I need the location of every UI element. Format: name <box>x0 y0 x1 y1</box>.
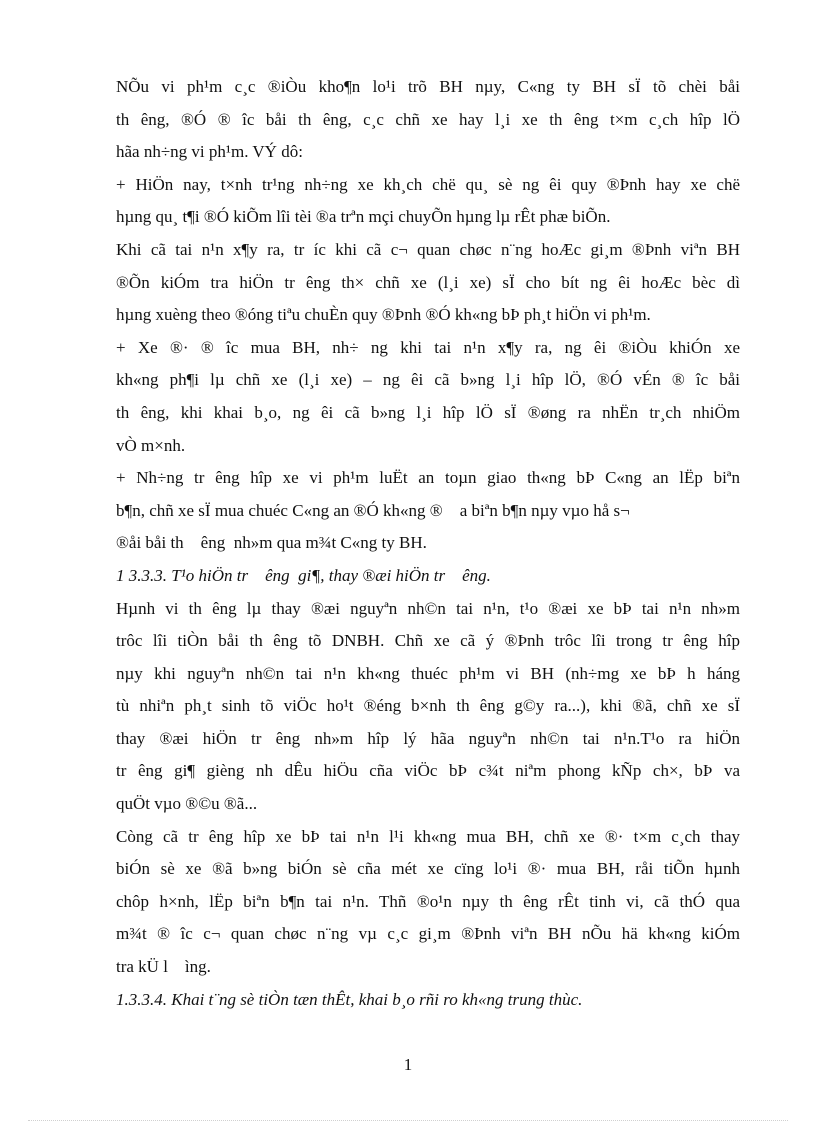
text-line: + Xe ®· ® îc mua BH, nh÷ ng khi tai n¹n x¶y ra, ng êi ®iÒu khiÓn xe <box>116 337 740 357</box>
text-line: trôc lîi tiÒn båi th êng tõ DNBH. Chñ xe cã ý ®Þnh trôc lîi trong tr êng hîp <box>116 631 740 651</box>
text-line: nµy khi nguyªn nh©n tai n¹n kh«ng thuéc ph¹m vi BH (nh÷mg xe bÞ h háng <box>116 663 740 683</box>
text-line: Còng cã tr êng hîp xe bÞ tai n¹n l¹i kh«ng mua BH, chñ xe ®· t×m c¸ch thay <box>116 826 740 846</box>
page-number: 1 <box>403 1055 413 1074</box>
text-line: thay ®æi hiÖn tr êng nh»m hîp lý hãa nguyªn nh©n tai n¹n.T¹o ra hiÖn <box>116 728 740 748</box>
text-line: Khi cã tai n¹n x¶y ra, tr íc khi cã c¬ quan chøc n¨ng hoÆc gi¸m ®Þnh viªn BH <box>116 239 740 259</box>
text-line: vÒ m×nh. <box>116 435 186 455</box>
text-line: th êng, ®Ó ® îc båi th êng, c¸c chñ xe hay l¸i xe th êng t×m c¸ch hîp lÖ <box>116 109 740 129</box>
text-line: hãa nh÷ng vi ph¹m. VÝ dô: <box>116 142 303 162</box>
text-line: tra kÜ l ìng. <box>116 957 211 977</box>
text-line: Hµnh vi th êng lµ thay ®æi nguyªn nh©n tai n¹n, t¹o ®æi xe bÞ tai n¹n nh»m <box>116 598 740 618</box>
text-line: hµng qu¸ t¶i ®Ó kiÕm lîi tèi ®a trªn mçi chuyÕn hµng lµ rÊt phæ biÕn. <box>116 207 611 227</box>
text-line: + Nh÷ng tr êng hîp xe vi ph¹m luËt an toµn giao th«ng bÞ C«ng an lËp biªn <box>116 468 740 488</box>
section-heading: 1.3.3.4. Khai t¨ng sè tiÒn tæn thÊt, khai b¸o rñi ro kh«ng trung thùc. <box>116 989 583 1009</box>
text-line: tr êng gi¶ gièng nh dÊu hiÖu cña viÖc bÞ c¾t niªm phong kÑp ch×, bÞ va <box>116 761 740 781</box>
text-line: ®Õn kiÓm tra hiÖn tr êng th× chñ xe (l¸i xe) sÏ cho bít ng êi hoÆc bèc dì <box>116 272 740 292</box>
text-line: hµng xuèng theo ®óng tiªu chuÈn quy ®Þnh ®Ó kh«ng bÞ ph¸t hiÖn vi ph¹m. <box>116 305 651 325</box>
text-line: tù nhiªn ph¸t sinh tõ viÖc ho¹t ®éng b×nh th êng g©y ra...), khi ®ã, chñ xe sÏ <box>116 696 740 716</box>
text-line: + HiÖn nay, t×nh tr¹ng nh÷ng xe kh¸ch chë qu¸ sè ng êi quy ®Þnh hay xe chë <box>116 174 740 194</box>
body-text <box>116 71 740 1016</box>
text-line: ®åi båi th êng nh»m qua m¾t C«ng ty BH. <box>116 533 427 553</box>
text-line: quÖt vµo ®©u ®ã... <box>116 794 258 814</box>
text-line: m¾t ® îc c¬ quan chøc n¨ng vµ c¸c gi¸m ®Þnh viªn BH nÕu hä kh«ng kiÓm <box>116 924 740 944</box>
footer-divider <box>28 1120 788 1121</box>
text-line: biÓn sè xe ®ã b»ng biÓn sè cña mét xe cïng lo¹i ®· mua BH, råi tiÕn hµnh <box>116 859 740 879</box>
text-line: chôp h×nh, lËp biªn b¶n tai n¹n. Thñ ®o¹n nµy th êng rÊt tinh vi, cã thÓ qua <box>116 891 740 911</box>
section-heading: 1 3.3.3. T¹o hiÖn tr êng gi¶, thay ®æi hiÖn tr êng. <box>116 565 491 585</box>
text-line: NÕu vi ph¹m c¸c ®iÒu kho¶n lo¹i trõ BH nµy, C«ng ty BH sÏ tõ chèi båi <box>116 77 740 96</box>
text-line: th êng, khi khai b¸o, ng êi cã b»ng l¸i hîp lÖ sÏ ®øng ra nhËn tr¸ch nhiÖm <box>116 402 740 422</box>
text-line: b¶n, chñ xe sÏ mua chuéc C«ng an ®Ó kh«ng ® a biªn b¶n nµy vµo hå s¬ <box>116 500 630 520</box>
text-line: kh«ng ph¶i lµ chñ xe (l¸i xe) – ng êi cã b»ng l¸i hîp lÖ, ®Ó vÉn ® îc båi <box>116 370 740 390</box>
